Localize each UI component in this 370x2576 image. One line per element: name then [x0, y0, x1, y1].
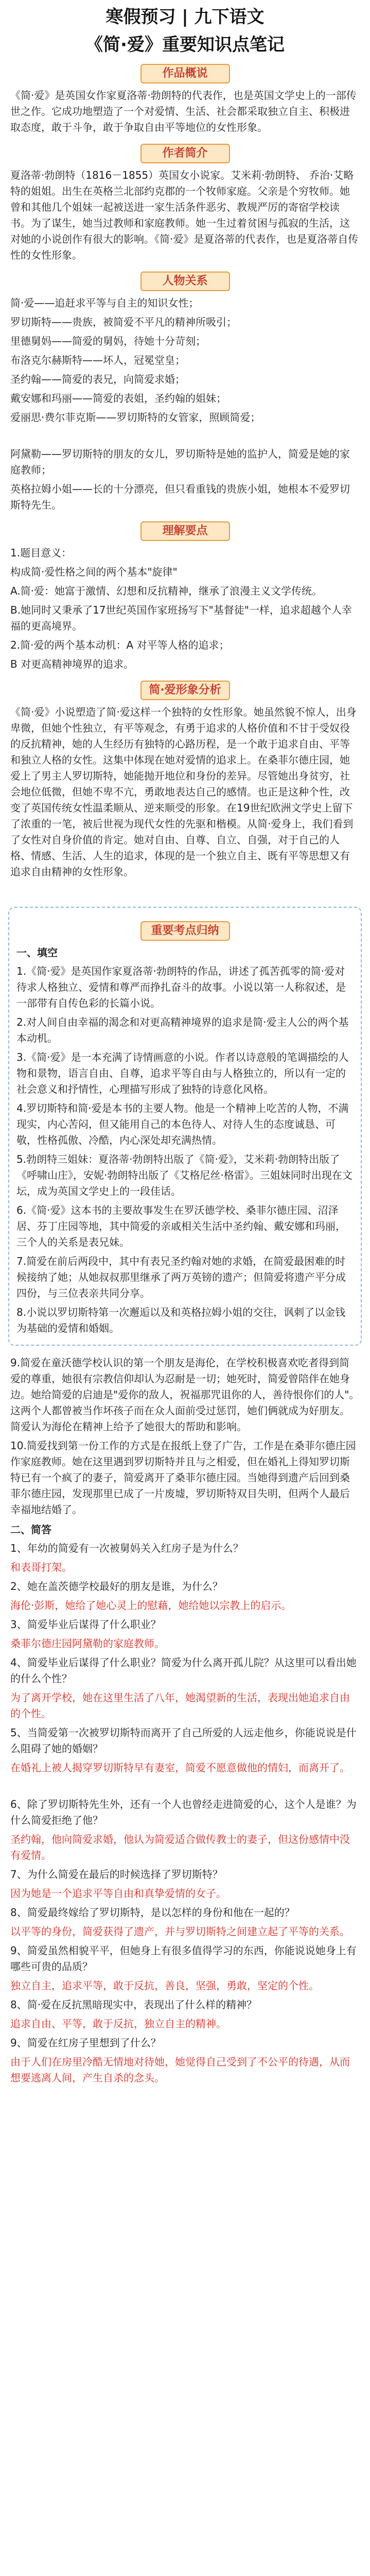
short-label: 二、简答: [10, 1523, 51, 1536]
understanding-content: [0, 545, 370, 672]
fill-item: 10.简爱找到第一份工作的方式是在报纸上登了广告，工作是在桑菲尔德庄园作家庭教师。她在这里遇到罗切斯特并且与之相爱，但在婚礼上得知罗切斯特已有一个疯了的妻子，简爱离开了桑菲尔德庄园。当她得到遗产后回到桑菲尔德庄园，发现那里已成了一片废墟，罗切斯特双目失明，但两个人最后幸福地结婚了。: [10, 1439, 356, 1516]
fill-more: [0, 1355, 370, 1776]
qa-answer: 为了离开学校，她在这里生活了八年，她渴望新的生活，表现出她追求自由的个性。: [10, 1691, 350, 1720]
character-line: 阿黛勒——罗切斯特的朋友的女儿，罗切斯特是她的监护人，简爱是她的家庭教师；: [10, 448, 350, 476]
understanding-line: B 对更高精神境界的追求。: [10, 658, 134, 670]
qa-answer: 在婚礼上被人揭穿罗切斯特早有妻室，简爱不愿意做他的情妇，而离开了。: [10, 1761, 350, 1774]
qa-answer: 由于人们在房里冷酷无情地对待她，她觉得自己受到了不公平的待遇，从而想要逃离人间，产生自杀的念头。: [10, 2056, 350, 2084]
understanding-line: B.她同时又秉承了17世纪英国作家班扬写下"基督徒"一样，追求超越个人幸福的更高境界。: [10, 604, 352, 632]
character-line: 布洛克尔赫斯特——坏人，冠冕堂皇；: [10, 354, 185, 366]
character-line: 罗切斯特——贵族，被简爱不平凡的精神所吸引；: [10, 316, 237, 328]
key-points-card: [8, 907, 362, 1346]
qa-answer: 追求自由、平等，敢于反抗，独立自主的精神。: [10, 2018, 226, 2030]
qa-question: 4、简爱毕业后谋得了什么职业？简爱为什么离开孤儿院？从这里可以看出她的什么个性？: [10, 1656, 357, 1685]
understanding-line: 1.题目意义：: [10, 547, 72, 559]
qa-question: 3、简爱毕业后谋得了什么职业？: [10, 1618, 161, 1631]
section-understanding: 理解要点: [140, 521, 230, 541]
title-line-1: 寒假预习 | 九下语文: [105, 7, 265, 27]
author-text: 夏洛蒂·勃朗特（1816－1855）英国女小说家。艾米莉·勃朗特、 乔治·艾略特的姐姐。出生在英格兰北部约克郡的一个牧师家庭。父亲是个穷牧师。她曾和其他几个姐妹一起被送进一家生活条件恶劣、教规严厉的寄宿学校读书。为了谋生，她当过教师和家庭教师。她一生过着贫困与孤寂的生活，这对她的小说创作有很大的影响。《简·爱》是夏洛蒂的代表作，也是夏洛蒂自传性的女性形象。: [10, 169, 359, 261]
author-content: [0, 167, 370, 263]
character-line: 简·爱——追赶求平等与自主的知识女性；: [10, 297, 199, 309]
fill-item: 3.《简·爱》是一本充满了诗情画意的小说。作者以诗意般的笔调描绘的人物和景物，语言自由、自尊，追求平等自由与人格独立的，所以有一定的社会意义和抒情性，心理描写形成了独特的诗意化风格。: [16, 1051, 349, 1095]
fill-item: 9.简爱在童沃德学校认识的第一个朋友是海伦，在学校积极喜欢吃者得到简爱的尊重，她很有宗教信仰却认为忍耐是一切；她死时，简爱曾陪伴在她身边。她给简爱的启迪是"爱你的敌人，祝福那咒诅你的人，善待恨你们的人"。这两个人都曾被当作坏孩子而在众人面前受过惩罚，她们俩就成为好朋友。简爱认为海伦在精神上给予了她很大的帮助和影响。: [10, 1357, 360, 1433]
overview-content: [0, 88, 370, 135]
overview-text: 《简·爱》是英国女作家夏洛蒂·勃朗特的代表作，也是英国文学史上的一部传世之作。它成功地塑造了一个对爱情、生活、社会都采取独立自主、积极进取态度，敢于斗争，敢于争取自由平等地位的女性形象。: [10, 89, 357, 133]
qa-answer: 以平等的身份，简爱获得了遗产，并与罗切斯特之间建立起了平等的关系。: [10, 1925, 350, 1938]
character-line: 英格拉姆小姐——长的十分漂亮，但只看重钱的贵族小姐，她根本不爱罗切斯特先生。: [10, 483, 350, 511]
character-line: 爱丽思·费尔菲克斯——罗切斯特的女管家，照顾简爱；: [10, 411, 261, 423]
title-line-2: 《简·爱》重要知识点笔记: [85, 35, 285, 55]
characters-more: [0, 446, 370, 513]
section-author: 作者简介: [140, 144, 230, 163]
qa-question: 8、简爱最终嫁给了罗切斯特，是以怎样的身份和他在一起的？: [10, 1906, 295, 1919]
fill-item: 8.小说以罗切斯特第一次邂逅以及和英格拉姆小姐的交往，讽刺了以金钱为基础的爱情和婚姻。: [16, 1306, 346, 1334]
fill-item: 5.勃朗特三姐妹：夏洛蒂·勃朗特出版了《简·爱》，艾米莉·勃朗特出版了《呼啸山庄》，安妮·勃朗特出版了《艾格尼丝·格雷》。三姐妹同时出现在文坛，成为英国文学史上的一段佳话。: [16, 1153, 353, 1197]
qa-answer: 圣约翰，他向简爱求婚，他认为简爱适合做传教士的妻子，但这份感情中没有爱情。: [10, 1833, 350, 1861]
qa-question: 9、简爱虽然相貌平平，但她身上有很多值得学习的东西，你能说说她身上有哪些可贵的品质？: [10, 1944, 357, 1973]
qa-question: 5、当简爱第一次被罗切斯特而离开了自己所爱的人远走他乡，你能说说是什么阻碍了她的婚姻？: [10, 1726, 357, 1755]
characters-content: [0, 295, 370, 426]
qa-question: 6、除了罗切斯特先生外，还有一个人也曾经走进简爱的心，这个人是谁？为什么简爱拒绝了他？: [10, 1798, 357, 1826]
qa-answer: 海伦·彭斯，她给了她心灵上的慰藉，她给她以宗教上的启示。: [10, 1599, 292, 1612]
fill-item: 1.《简·爱》是英国作家夏洛蒂·勃朗特的作品，讲述了孤苦孤零的简·爱对待求人格独立、爱情和尊严而挣扎奋斗的故事。小说以第一人称叙述，是一部带有自传色彩的长篇小说。: [16, 965, 346, 1009]
qa-question: 7、为什么简爱在最后的时候选择了罗切斯特？: [10, 1868, 223, 1880]
understanding-line: 构成简·爱性格之间的两个基本"旋律": [10, 566, 178, 578]
character-line: 里德舅妈——简爱的舅妈，待她十分苛刻；: [10, 335, 206, 347]
character-line: 戴安娜和玛丽——简爱的表姐，圣约翰的姐妹；: [10, 392, 226, 404]
qa-more: [0, 1797, 370, 2086]
qa-question: 9、简爱在红房子里想到了什么？: [10, 2037, 161, 2049]
fill-label: 一、填空: [16, 946, 58, 959]
section-overview: 作品概说: [140, 64, 230, 83]
section-key-points: 重要考点归纳: [140, 921, 230, 941]
fill-item: 7.简爱在前后两段中，其中有表兄圣约翰对她的求婚，在简爱最困难的时候接纳了她；从她叔叔那里继承了两万英镑的遗产；但简爱将遗产平分成四份，与三位表亲共同分享。: [16, 1255, 346, 1299]
understanding-line: A.简·爱：她富于激情、幻想和反抗精神，继承了浪漫主义文学传统。: [10, 585, 323, 597]
qa-answer: 和表哥打架。: [10, 1561, 72, 1573]
qa-question: 2、她在盖茨德学校最好的朋友是谁，为什么？: [10, 1580, 223, 1592]
character-line: 圣约翰——简爱的表兄，向简爱求婚；: [10, 373, 185, 385]
fill-item: 6.《简·爱》这本书的主要故事发生在罗沃德学校、桑菲尔德庄园、沼泽居、芬丁庄园等地，其中简爱的亲戚相关生活中圣约翰、戴安娜和玛丽，三个人的关系是表兄妹。: [16, 1204, 346, 1248]
page: [0, 6, 370, 2576]
image-content: [0, 704, 370, 880]
section-image: 简·爱形象分析: [140, 681, 230, 700]
fill-item: 2.对人间自由幸福的渴念和对更高精神境界的追求是简·爱主人公的两个基本动机。: [16, 1016, 349, 1044]
qa-answer: 因为她是一个追求平等自由和真挚爱情的女子。: [10, 1887, 226, 1900]
qa-answer: 桑菲尔德庄园阿黛勒的家庭教师。: [10, 1637, 165, 1650]
qa-question: 1、年幼的简爱有一次被舅妈关入红房子是为什么？: [10, 1542, 243, 1554]
qa-answer: 独立自主，追求平等，敢于反抗，善良，坚强，勇敢，坚定的个性。: [10, 1979, 319, 1992]
section-characters: 人物关系: [140, 272, 230, 291]
image-text: 《简·爱》小说塑造了简·爱这样一个独特的女性形象。她虽然貌不惊人，出身卑微，但她个性独立，有平等观念，有勇于追求的人格价值和不甘于受奴役的反抗精神，她的人生经历有独特的心路历程，是一个敢于追求自由、平等和独立人格的女性。这集中体现在她对爱情的追求上。在桑菲尔德庄园，她爱上了男主人罗切斯特，她能抛开地位和身份的差异。尽管她出身贫穷，社会地位低微，但她不卑不亢，勇敢地表达自己的感情。也正是这种个性，改变了英国传统女性温柔顺从、逆来顺受的形象。在19世纪欧洲文学史上留下了浓重的一笔，被后世视为现代女性的先驱和楷模。从简·爱身上，我们看到了女性对自身价值的肯定。她对自由、自尊、自立、自强，对于自己的人格、情感、生活、人生的追求，体现的是一个独立自主、既有平等思想又有追求自由精神的女性形象。: [10, 706, 357, 878]
fill-item: 4.罗切斯特和简·爱是本书的主要人物。他是一个精神上吃苦的人物，不满现实，内心苦闷，但又能用自己的本色待人、对待人生的态度诚恳、可敬，性格孤傲、冷酷，内心深处却充满热情。: [16, 1102, 349, 1146]
qa-question: 8、简·爱在反抗黑暗现实中，表现出了什么样的精神？: [10, 1998, 257, 2011]
understanding-line: 2.简·爱的两个基本动机：A 对平等人格的追求；: [10, 639, 230, 651]
